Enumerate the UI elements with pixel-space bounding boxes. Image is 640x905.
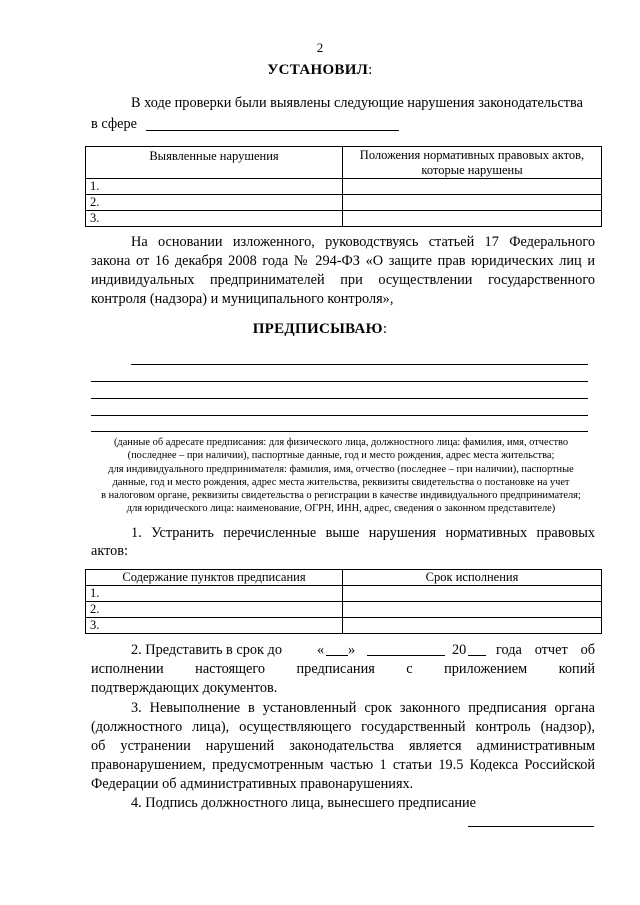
items-row-2-cell[interactable] xyxy=(343,602,602,618)
basis-line-4: контроля (надзора) и муниципального контроля», xyxy=(91,291,394,307)
page-number: 2 xyxy=(316,40,324,55)
violations-header-provisions: Положения нормативных правовых актов, которые нарушены xyxy=(343,147,602,179)
addressee-note-line-1: (данные об адресате предписания: для физического лица, должностного лица: фамилия, имя, отчество xyxy=(113,437,569,448)
item2-line-3: подтверждающих документов. xyxy=(91,680,278,696)
item2-word-1: исполнении xyxy=(91,661,164,677)
items-row-2-label[interactable]: 2. xyxy=(86,602,343,618)
item2-quote-open: « xyxy=(317,642,325,658)
violations-row-1-label[interactable]: 1. xyxy=(86,179,343,195)
items-row-1-label[interactable]: 1. xyxy=(86,586,343,602)
established-colon: : xyxy=(368,62,373,78)
items-row-1-cell[interactable] xyxy=(343,586,602,602)
item2-word-3: предписания xyxy=(296,661,375,677)
table-row xyxy=(86,195,602,211)
addressee-line-2[interactable] xyxy=(91,381,588,382)
addressee-note-line-3: для индивидуального предпринимателя: фамилия, имя, отчество (последнее – при наличии), паспортные xyxy=(108,463,574,475)
findings-intro-line1: В ходе проверки были выявлены следующие нарушения законодательства xyxy=(131,95,583,111)
prescribe-heading xyxy=(0,321,640,338)
item2-line-1-suffix xyxy=(496,642,595,659)
violations-row-2-cell[interactable] xyxy=(343,195,602,211)
basis-line-3 xyxy=(91,272,595,289)
item3-line-1-text: 3. Невыполнение в установленный срок законного предписания органа xyxy=(131,700,595,716)
addressee-note-line-6: для юридического лица: наименование, ОГРН, ИНН, адрес, сведения о законном представителе) xyxy=(126,503,556,515)
addressee-note-line-2: (последнее – при наличии), паспортные данные, год и место рождения, адрес места жительства; xyxy=(127,450,555,462)
item3-line-3-text: об устранении нарушений законодательства является административным xyxy=(91,738,595,754)
table-row xyxy=(86,211,602,227)
basis-line-2-text: закона от 16 декабря 2008 года № 294-ФЗ «О защите прав юридических лиц и xyxy=(91,253,595,269)
deadline-day-input[interactable] xyxy=(326,655,348,656)
sphere-input-line[interactable] xyxy=(146,130,399,131)
addressee-line-4[interactable] xyxy=(91,415,588,416)
table-row xyxy=(86,179,602,195)
items-header-content: Содержание пунктов предписания xyxy=(86,570,343,586)
basis-line-3-text: индивидуальных предпринимателей при осуществлении государственного xyxy=(91,272,595,288)
item3-line-3 xyxy=(91,738,595,755)
item2-line-2 xyxy=(91,661,595,678)
established-heading xyxy=(0,62,640,79)
deadline-month-input[interactable] xyxy=(367,655,445,656)
established-title: УСТАНОВИЛ xyxy=(267,62,369,78)
addressee-line-1[interactable] xyxy=(131,364,588,365)
violations-table-header-row xyxy=(86,147,602,179)
violations-table xyxy=(85,146,602,227)
item3-line-2-text: (должностного лица), осуществляющего государственный контроль (надзор), xyxy=(91,719,595,735)
item2-word-4: с xyxy=(406,661,413,677)
signature-line[interactable] xyxy=(468,826,594,827)
items-row-3-cell[interactable] xyxy=(343,618,602,634)
item3-line-1 xyxy=(131,700,595,717)
item3-line-4-text: правонарушением, предусмотренным частью 1 статьи 19.5 Кодекса Российской xyxy=(91,757,595,773)
item3-line-5: Федерации об административных правонарушениях. xyxy=(91,776,414,792)
prescribe-title: ПРЕДПИСЫВАЮ xyxy=(252,321,383,337)
violations-row-3-label[interactable]: 3. xyxy=(86,211,343,227)
basis-line-1 xyxy=(131,234,595,251)
item2-word-5: приложением xyxy=(444,661,528,677)
item1-line-1 xyxy=(131,525,595,542)
deadline-year-input[interactable] xyxy=(468,655,486,656)
violations-row-1-cell[interactable] xyxy=(343,179,602,195)
item1-line-2: актов: xyxy=(91,543,129,559)
items-table-header-row xyxy=(86,570,602,586)
addressee-line-5[interactable] xyxy=(91,431,588,432)
addressee-note xyxy=(88,436,594,516)
table-row xyxy=(86,586,602,602)
item2-word-6: копий xyxy=(558,661,595,677)
table-row xyxy=(86,602,602,618)
item3-line-4 xyxy=(91,757,595,774)
item2-line-1-suffix-text: года отчет об xyxy=(496,642,595,658)
table-row xyxy=(86,618,602,634)
basis-line-2 xyxy=(91,253,595,270)
violations-row-2-label[interactable]: 2. xyxy=(86,195,343,211)
violations-header-found: Выявленные нарушения xyxy=(86,147,343,179)
violations-row-3-cell[interactable] xyxy=(343,211,602,227)
item1-line-1-text: 1. Устранить перечисленные выше нарушения нормативных правовых xyxy=(131,525,595,541)
item2-word-2: настоящего xyxy=(195,661,266,677)
findings-intro-line2: в сфере xyxy=(91,116,137,132)
addressee-note-line-4: данные, год и место рождения, адрес места жительства, реквизиты свидетельства о постановке на учет xyxy=(112,476,570,488)
addressee-line-3[interactable] xyxy=(91,398,588,399)
item2-line-1-prefix: 2. Представить в срок до xyxy=(131,642,282,658)
item2-year-prefix: 20 xyxy=(452,642,467,658)
addressee-note-line-5: в налоговом органе, реквизиты свидетельства о регистрации в качестве индивидуального предпринимателя; xyxy=(101,490,581,502)
items-row-3-label[interactable]: 3. xyxy=(86,618,343,634)
prescription-items-table xyxy=(85,569,602,634)
item4-signature-label: 4. Подпись должностного лица, вынесшего предписание xyxy=(131,795,477,811)
prescribe-colon: : xyxy=(382,321,388,337)
item2-quote-close: » xyxy=(348,642,356,658)
items-header-deadline: Срок исполнения xyxy=(343,570,602,586)
item3-line-2 xyxy=(91,719,595,736)
basis-line-1-text: На основании изложенного, руководствуясь статьей 17 Федерального xyxy=(131,234,595,250)
